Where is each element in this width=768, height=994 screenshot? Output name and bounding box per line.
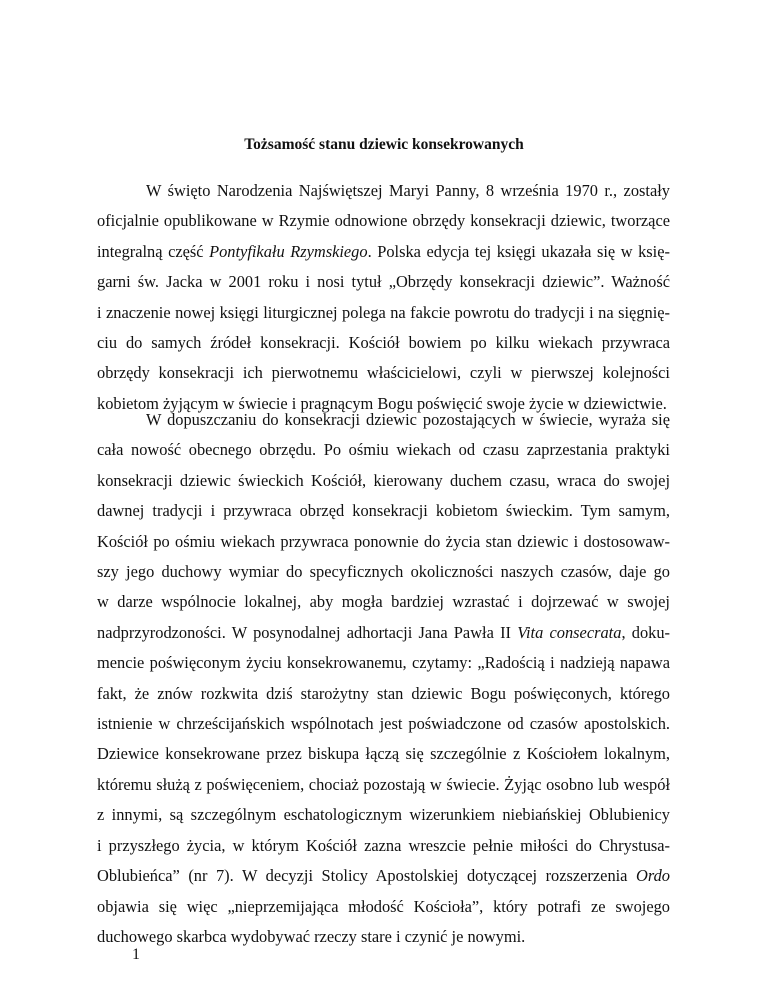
- paragraph-2: [97, 405, 670, 952]
- paragraph-1: [97, 176, 670, 419]
- text-line: w darze wspólnocie lokalnej, aby mogła bardziej wzrastać i dojrzewać w swojej: [97, 592, 670, 612]
- italic-title: Vita consecrata: [517, 622, 622, 642]
- text-line: szy jego duchowy wymiar do specyficznych okoliczności naszych czasów, daje go: [97, 562, 670, 582]
- text-line: cała nowość obecnego obrzędu. Po ośmiu wiekach od czasu zaprzestania praktyki: [97, 440, 670, 460]
- italic-title: Pontyfikału Rzymskiego: [209, 241, 368, 261]
- text-line: któremu służą z poświęceniem, chociaż pozostają w świecie. Żyjąc osobno lub wespół: [97, 774, 670, 794]
- page-number: 1: [132, 946, 140, 963]
- text-line: ciu do samych źródeł konsekracji. Kościół bowiem po kilku wiekach przywraca: [97, 333, 670, 353]
- text-line: objawia się więc „nieprzemijająca młodość Kościoła”, który potrafi ze swojego: [97, 896, 670, 916]
- text-line: z innymi, są szczególnym eschatologicznym wizerunkiem niebiańskiej Oblubienicy: [97, 805, 670, 825]
- text-line: kobietom żyjącym w świecie i pragnącym Bogu poświęcić swoje życie w dziewictwie.: [97, 393, 667, 413]
- text-line: mencie poświęconym życiu konsekrowanemu, czytamy: „Radością i nadzieją napawa: [97, 653, 670, 673]
- text-line: W święto Narodzenia Najświętszej Maryi Panny, 8 września 1970 r., zostały: [146, 181, 670, 200]
- document-title: Tożsamość stanu dziewic konsekrowanych: [244, 136, 524, 153]
- text-line: Oblubieńca” (nr 7). W decyzji Stolicy Apostolskiej dotyczącej rozszerzenia Ordo: [97, 866, 670, 886]
- text-line: dawnej tradycji i przywraca obrzęd konsekracji kobietom świeckim. Tym samym,: [97, 501, 670, 521]
- text-line: integralną część Pontyfikału Rzymskiego. Polska edycja tej księgi ukazała się w księ-: [97, 241, 670, 261]
- text-line: Kościół po ośmiu wiekach przywraca ponownie do życia stan dziewic i dostosowaw-: [97, 531, 670, 551]
- text-line: istnienie w chrześcijańskich wspólnotach jest poświadczone od czasów apostolskich.: [97, 714, 670, 734]
- text-line: garni św. Jacka w 2001 roku i nosi tytuł „Obrzędy konsekracji dziewic”. Ważność: [97, 272, 670, 292]
- italic-title: Ordo: [636, 866, 670, 886]
- text-line: Dziewice konsekrowane przez biskupa łączą się szczególnie z Kościołem lokalnym,: [97, 744, 670, 764]
- text-line: oficjalnie opublikowane w Rzymie odnowione obrzędy konsekracji dziewic, tworzące: [97, 211, 670, 231]
- text-line: W dopuszczaniu do konsekracji dziewic pozostających w świecie, wyraża się: [146, 410, 670, 429]
- text-line: fakt, że znów rozkwita dziś starożytny stan dziewic Bogu poświęconych, którego: [97, 683, 670, 703]
- text-line: i znaczenie nowej księgi liturgicznej polega na fakcie powrotu do tradycji i na sięgnię-: [97, 302, 670, 322]
- text-line: konsekracji dziewic świeckich Kościół, kierowany duchem czasu, wraca do swojej: [97, 470, 670, 490]
- text-line: obrzędy konsekracji ich pierwotnemu właścicielowi, czyli w pierwszej kolejności: [97, 363, 670, 383]
- text-line: duchowego skarbca wydobywać rzeczy stare i czynić je nowymi.: [97, 926, 526, 946]
- text-line: i przyszłego życia, w którym Kościół zazna wreszcie pełnie miłości do Chrystusa-: [97, 835, 670, 855]
- text-line: nadprzyrodzoności. W posynodalnej adhortacji Jana Pawła II Vita consecrata, doku-: [97, 622, 670, 642]
